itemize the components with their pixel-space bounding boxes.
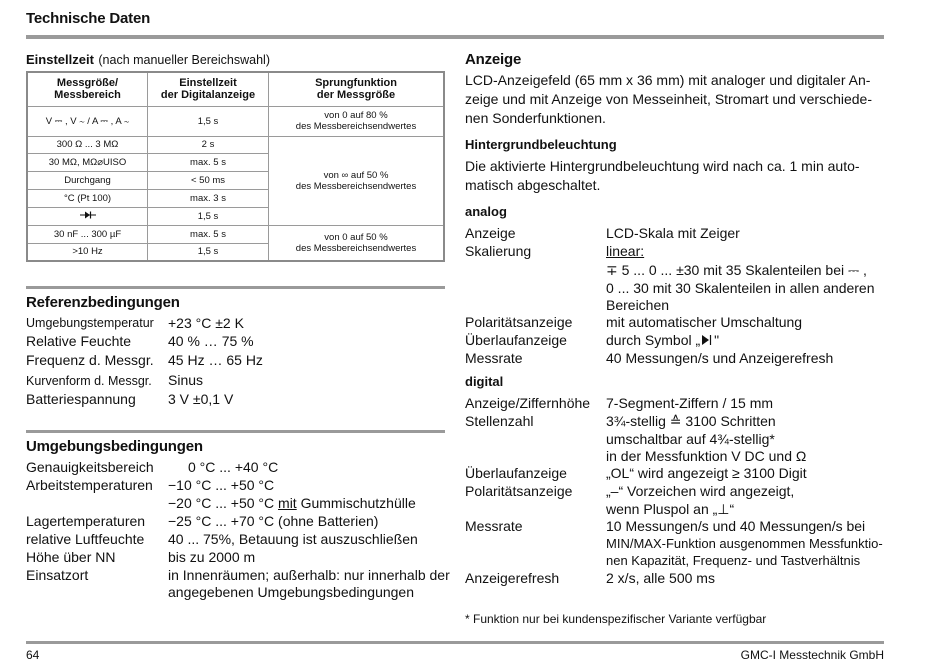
digital-list xyxy=(465,394,895,589)
digital-value: 10 Messungen/s und 40 Messungen/s bei xyxy=(606,518,866,534)
range-cell: Durchgang xyxy=(27,171,148,189)
col-header-sprungfunktion: Sprungfunktion der Messgröße xyxy=(269,72,445,106)
env-value: 0 °C ... +40 °C xyxy=(188,459,279,475)
backlight-title: Hintergrundbeleuchtung xyxy=(465,137,617,152)
digital-value: MIN/MAX-Funktion ausgenommen Messfunktio- xyxy=(606,536,883,551)
env-value: −20 °C ... +50 °C mit Gummischutzhülle xyxy=(168,495,416,511)
digital-value: „OL“ wird angezeigt ≥ 3100 Digit xyxy=(606,465,807,481)
digital-label: Stellenzahl xyxy=(465,413,534,429)
time-cell: 2 s xyxy=(148,136,269,153)
table-row xyxy=(27,136,444,153)
digital-value: 2 x/s, alle 500 ms xyxy=(606,570,715,586)
analog-value: ∓ 5 ... 0 ... ±30 mit 35 Skalenteilen bei ⎓ , xyxy=(606,262,867,278)
ref-value: 45 Hz … 65 Hz xyxy=(168,352,263,368)
env-value: in Innenräumen; außerhalb: nur innerhalb der xyxy=(168,567,450,583)
analog-value: 0 ... 30 mit 30 Skalenteilen in allen anderen xyxy=(606,280,875,296)
digital-title: digital xyxy=(465,374,504,389)
einstellzeit-title: Einstellzeit xyxy=(26,52,94,67)
env-value: 40 ... 75%, Betauung ist auszuschließen xyxy=(168,531,418,547)
table-row xyxy=(27,106,444,136)
page-number: 64 xyxy=(26,648,40,662)
digital-label: Überlaufanzeige xyxy=(465,465,567,481)
analog-label: Polaritätsanzeige xyxy=(465,314,573,330)
analog-list xyxy=(465,224,895,364)
analog-label: Anzeige xyxy=(465,225,516,241)
analog-label: Messrate xyxy=(465,350,523,366)
range-cell: V ⎓ , V ∼ / A ⎓ , A ∼ xyxy=(27,106,148,136)
time-cell: max. 5 s xyxy=(148,153,269,171)
range-cell: °C (Pt 100) xyxy=(27,189,148,207)
page-title: Technische Daten xyxy=(26,10,151,27)
analog-title: analog xyxy=(465,204,507,219)
range-cell: 30 MΩ, MΩ⌀UISO xyxy=(27,153,148,171)
footnote: * Funktion nur bei kundenspezifischer Variante verfügbar xyxy=(465,612,767,626)
diode-symbol-icon xyxy=(27,207,148,225)
digital-value: „–“ Vorzeichen wird angezeigt, xyxy=(606,483,795,499)
range-cell: 30 nF ... 300 µF xyxy=(27,225,148,243)
digital-label: Anzeigerefresh xyxy=(465,570,560,586)
env-value: −25 °C ... +70 °C (ohne Batterien) xyxy=(168,513,379,529)
analog-value: durch Symbol „ " xyxy=(606,332,720,348)
env-label: Lagertemperaturen xyxy=(26,513,146,529)
ref-label: Frequenz d. Messgr. xyxy=(26,352,154,368)
env-value: angegebenen Umgebungsbedingungen xyxy=(168,584,414,600)
time-cell: max. 3 s xyxy=(148,189,269,207)
ref-value: 3 V ±0,1 V xyxy=(168,391,234,407)
env-value: bis zu 2000 m xyxy=(168,549,256,565)
digital-value: in der Messfunktion V DC und Ω xyxy=(606,448,807,464)
time-cell: < 50 ms xyxy=(148,171,269,189)
range-cell: 300 Ω ... 3 MΩ xyxy=(27,136,148,153)
company-name: GMC-I Messtechnik GmbH xyxy=(740,648,884,662)
ref-label: Umgebungstemperatur xyxy=(26,316,154,330)
time-cell: max. 5 s xyxy=(148,225,269,243)
digital-value: wenn Pluspol an „⊥“ xyxy=(606,501,735,517)
time-cell: 1,5 s xyxy=(148,207,269,225)
umgebung-title: Umgebungsbedingungen xyxy=(26,438,203,455)
analog-value: LCD-Skala mit Zeiger xyxy=(606,225,740,241)
umgebung-list xyxy=(26,458,450,603)
overflow-arrow-icon xyxy=(700,334,714,346)
digital-value: 7-Segment-Ziffern / 15 mm xyxy=(606,395,774,411)
step-cell: von 0 auf 80 % des Messbereichsendwertes xyxy=(269,106,445,136)
env-value: −10 °C ... +50 °C xyxy=(168,477,275,493)
time-cell: 1,5 s xyxy=(148,243,269,261)
ref-value: 40 % … 75 % xyxy=(168,333,254,349)
step-cell: von ∞ auf 50 % des Messbereichsendwertes xyxy=(269,136,445,225)
digital-value: 3¾-stellig ≙ 3100 Schritten xyxy=(606,413,776,429)
col-header-messgroesse: Messgröße/ Messbereich xyxy=(27,72,148,106)
einstellzeit-table xyxy=(26,71,445,262)
range-cell: >10 Hz xyxy=(27,243,148,261)
analog-value: Bereichen xyxy=(606,297,670,313)
analog-label: Überlaufanzeige xyxy=(465,332,567,348)
referenz-list xyxy=(26,314,446,414)
digital-label: Anzeige/Ziffernhöhe xyxy=(465,395,591,411)
ref-value: +23 °C ±2 K xyxy=(168,315,244,331)
env-label: Einsatzort xyxy=(26,567,89,583)
env-label: relative Luftfeuchte xyxy=(26,531,145,547)
backlight-text: Die aktivierte Hintergrundbeleuchtung wird nach ca. 1 min auto- matisch abgeschaltet. xyxy=(465,158,860,193)
ref-label: Kurvenform d. Messgr. xyxy=(26,374,152,388)
env-label: Höhe über NN xyxy=(26,549,116,565)
ref-label: Relative Feuchte xyxy=(26,333,132,349)
digital-value: umschaltbar auf 4¾-stellig* xyxy=(606,431,775,447)
analog-value: 40 Messungen/s und Anzeigerefresh xyxy=(606,350,834,366)
col-header-einstellzeit: Einstellzeit der Digitalanzeige xyxy=(148,72,269,106)
analog-value: mit automatischer Umschaltung xyxy=(606,314,803,330)
analog-value: linear: xyxy=(606,243,645,259)
digital-label: Polaritätsanzeige xyxy=(465,483,573,499)
table-header-row xyxy=(27,72,444,106)
footer-rule xyxy=(26,641,884,644)
ref-value: Sinus xyxy=(168,372,204,388)
analog-label: Skalierung xyxy=(465,243,532,259)
header-rule xyxy=(26,35,884,39)
section-rule xyxy=(26,430,445,433)
env-label: Arbeitstemperaturen xyxy=(26,477,153,493)
time-cell: 1,5 s xyxy=(148,106,269,136)
einstellzeit-heading xyxy=(26,51,270,69)
anzeige-text: LCD-Anzeigefeld (65 mm x 36 mm) mit analoger und digitaler An- zeige und mit Anzeige von Messeinheit, Stromart und verschiede- nen Sonderfunktionen. xyxy=(465,72,872,126)
referenz-title: Referenzbedingungen xyxy=(26,294,180,311)
step-cell: von 0 auf 50 % des Messbereichsendwertes xyxy=(269,225,445,261)
digital-label: Messrate xyxy=(465,518,523,534)
ref-label: Batteriespannung xyxy=(26,391,136,407)
digital-value: nen Kapazität, Frequenz- und Tastverhältnis xyxy=(606,553,861,568)
env-label: Genauigkeitsbereich xyxy=(26,459,154,475)
anzeige-title: Anzeige xyxy=(465,51,522,68)
einstellzeit-note: (nach manueller Bereichswahl) xyxy=(98,53,270,67)
table-row xyxy=(27,225,444,243)
section-rule xyxy=(26,286,445,289)
